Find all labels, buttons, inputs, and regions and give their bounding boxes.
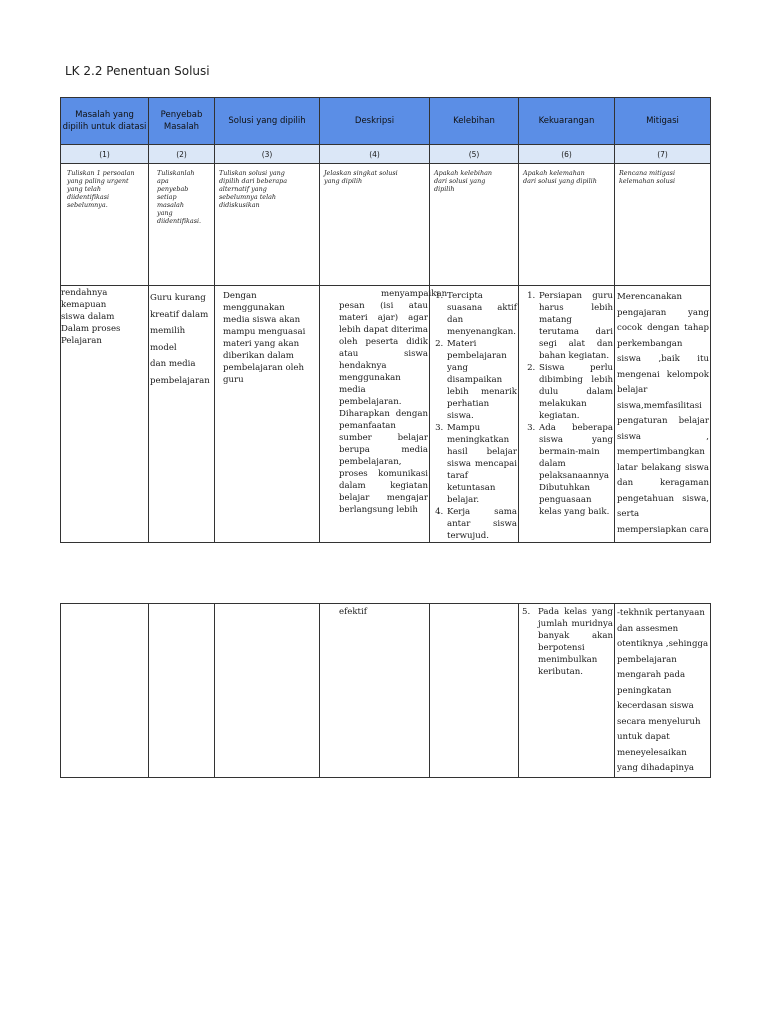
- solution-table-continued: [60, 603, 711, 778]
- list-item: 2. Siswa perlu dibimbing lebih dulu dalam melakukan kegiatan.: [538, 362, 613, 422]
- solution-table: [60, 97, 711, 543]
- column-number: (3): [215, 145, 320, 164]
- cell-masalah: [61, 604, 149, 778]
- cell-deskripsi: efektif: [320, 604, 430, 778]
- worksheet-title: LK 2.2 Penentuan Solusi: [65, 64, 210, 78]
- list-item: 1. Persiapan guru harus lebih matang terutama dari segi alat dan bahan kegiatan.: [538, 290, 613, 362]
- guide-kekurangan: Apakah kelemahan dari solusi yang dipilih: [519, 164, 615, 286]
- header-kelebihan: Kelebihan: [430, 98, 519, 145]
- guide-deskripsi: Jelaskan singkat solusi yang dipilih: [320, 164, 430, 286]
- guide-mitigasi: Rencana mitigasi kelemahan solusi: [615, 164, 711, 286]
- list-item: 4. Kerja sama antar siswa terwujud.: [446, 506, 517, 542]
- cell-deskripsi: [320, 286, 448, 543]
- header-mitigasi: Mitigasi: [615, 98, 711, 145]
- cell-kekurangan: [519, 604, 615, 778]
- column-number: (5): [430, 145, 519, 164]
- guide-masalah: Tuliskan 1 persoalan yang paling urgent yang telah diidentifikasi sebelumnya.: [61, 164, 149, 286]
- guide-solusi: Tuliskan solusi yang dipilih dari beberapa alternatif yang sebelumnya telah didiskusikan: [215, 164, 320, 286]
- column-number: (6): [519, 145, 615, 164]
- content-row: [61, 604, 711, 778]
- header-deskripsi: Deskripsi: [320, 98, 430, 145]
- column-number: (1): [61, 145, 149, 164]
- guide-penyebab: Tuliskanlah apa penyebab setiap masalah yang diidentifikasi.: [149, 164, 215, 286]
- cell-solusi: Dengan menggunakan media siswa akan mampu menguasai materi yang akan diberikan dalam pembelajaran oleh guru: [215, 286, 320, 543]
- cell-kekurangan: [519, 286, 615, 543]
- header-row: [61, 98, 711, 145]
- list-item: [522, 606, 613, 678]
- header-penyebab: Penyebab Masalah: [149, 98, 215, 145]
- column-number: (2): [149, 145, 215, 164]
- list-item: 3. Ada beberapa siswa yang bermain-main dalam pelaksanaannya Dibutuhkan penguasaan kelas yang baik.: [538, 422, 613, 518]
- header-solusi: Solusi yang dipilih: [215, 98, 320, 145]
- header-masalah: Masalah yang dipilih untuk diatasi: [61, 98, 149, 145]
- cell-masalah: rendahnya kemapuan siswa dalam Dalam proses Pelajaran: [61, 286, 149, 543]
- kekurangan-list: [522, 290, 613, 518]
- number-row: [61, 145, 711, 164]
- cell-kelebihan: [430, 286, 519, 543]
- list-item: 1. Tercipta suasana aktif dan menyenangkan.: [446, 290, 517, 338]
- cell-kelebihan: [430, 604, 519, 778]
- kelebihan-list: [432, 290, 517, 542]
- cell-mitigasi: -tekhnik pertanyaan dan assesmen otentiknya ,sehingga pembelajaran mengarah pada peningkatan kecerdasan siswa secara menyeluruh untuk dapat meneyelesaikan yang dihadapinya: [615, 604, 711, 778]
- column-number: (4): [320, 145, 430, 164]
- list-text: Pada kelas yang jumlah muridnya banyak akan berpotensi menimbulkan keributan.: [538, 607, 613, 677]
- cell-penyebab: [149, 604, 215, 778]
- content-row: [61, 286, 711, 543]
- deskripsi-text: menyampaikan pesan (isi atau materi ajar) agar lebih dapat diterima oleh peserta didik atau siswa hendaknya menggunakan media pembelajaran. Diharapkan dengan pemanfaatan sumber belajar berupa media pembelajaran, proses komunikasi dalam kegiatan belajar mengajar berlangsung lebih: [339, 289, 448, 515]
- list-item: 2. Materi pembelajaran yang disampaikan lebih menarik perhatian siswa.: [446, 338, 517, 422]
- cell-penyebab: Guru kurang kreatif dalam memilih model dan media pembelajaran: [149, 286, 215, 543]
- header-kekurangan: Kekuarangan: [519, 98, 615, 145]
- list-item: 3. Mampu meningkatkan hasil belajar siswa mencapai taraf ketuntasan belajar.: [446, 422, 517, 506]
- column-number: (7): [615, 145, 711, 164]
- guide-kelebihan: Apakah kelebihan dari solusi yang dipilih: [430, 164, 519, 286]
- cell-solusi: [215, 604, 320, 778]
- guide-row: [61, 164, 711, 286]
- cell-mitigasi: Merencanakan pengajaran yang cocok dengan tahap perkembangan siswa ,baik itu mengenai kelompok belajar siswa,memfasilitasi pengaturan belajar siswa , mempertimbangkan latar belakang siswa dan keragaman pengetahuan siswa, serta mempersiapkan cara: [615, 286, 711, 543]
- list-number: 5.: [522, 607, 531, 617]
